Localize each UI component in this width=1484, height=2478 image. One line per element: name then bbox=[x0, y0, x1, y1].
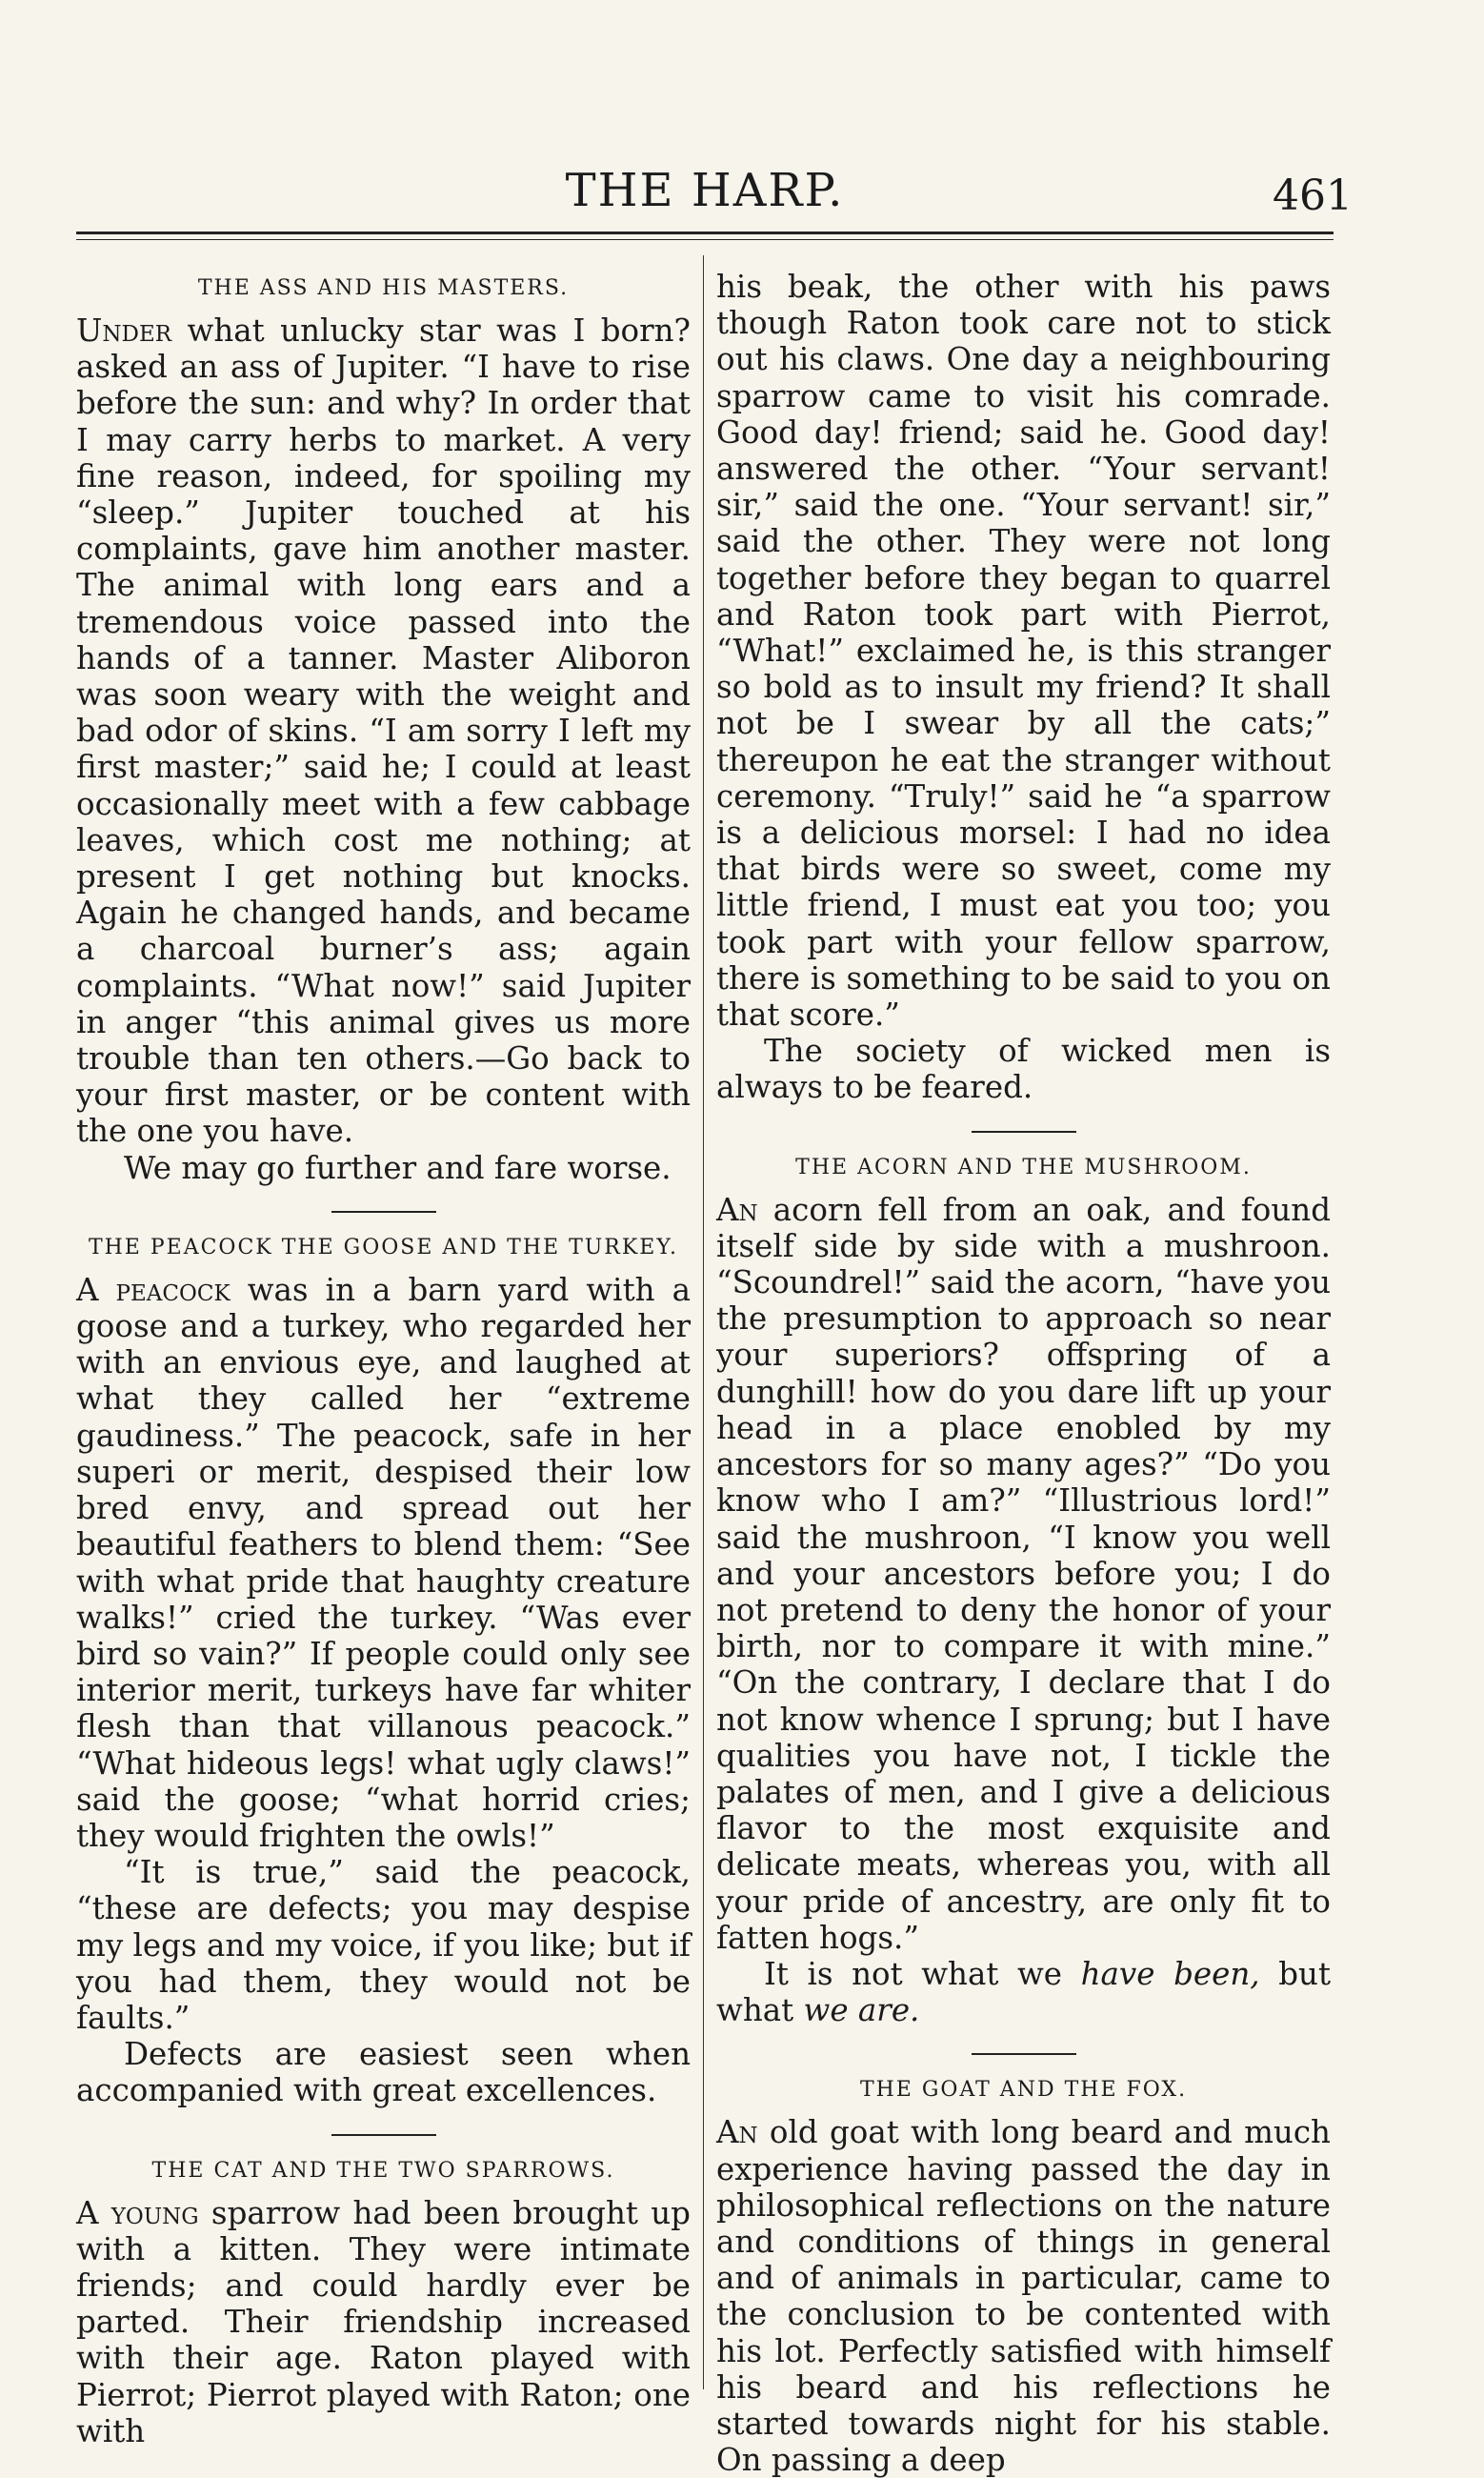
fable-text: was in a barn yard with a goose and a turkey, who regarded her with an envious eye, and laughed at what they called her “extreme gaudiness.” The peacock, safe in her superi or merit, despised their low bred envy, and spread out her beautiful feathers to blend them: “See with what pride that haughty creature walks!” cried the turkey. “Was ever bird so vain?” If people could only see interior merit, turkeys have far whiter flesh than that villanous peacock.” “What hideous legs! what ugly claws!” said the goose; “what horrid cries; they would frighten the owls!” bbox=[76, 1271, 691, 1854]
dropcap-word: A peacock bbox=[76, 1271, 231, 1308]
moral-text: but what bbox=[716, 1955, 1331, 2029]
section-separator bbox=[331, 1211, 436, 1213]
fable-text: sparrow had been brought up with a kitten. They were intimate friends; and could hardly ever be parted. Their friendship increased with their age. Raton played with Pierrot; Pierrot played with Raton; one with bbox=[76, 2194, 691, 2449]
section-separator bbox=[972, 1131, 1076, 1133]
column-divider bbox=[703, 255, 704, 2389]
dropcap-word: Under bbox=[76, 312, 172, 349]
fable-title-ass: THE ASS AND HIS MASTERS. bbox=[197, 276, 570, 300]
moral-emphasis: we are. bbox=[803, 1992, 920, 2029]
fable-body-acorn bbox=[716, 1192, 1331, 1956]
running-head bbox=[76, 164, 1353, 231]
fable-moral-cat: The society of wicked men is always to be feared. bbox=[716, 1033, 1331, 1106]
moral-text: It is not what we bbox=[764, 1955, 1063, 1992]
fable-body-ass bbox=[76, 312, 691, 1150]
fable-body-goat bbox=[716, 2114, 1331, 2478]
page-number: 461 bbox=[1273, 171, 1353, 220]
fable-text: old goat with long beard and much experience having passed the day in philosophical reflections on the nature and conditions of things in general and of animals in particular, came to the conclusion to be contented with his lot. Perfectly satisfied with himself his beard and his reflections he started towards night for his stable. On passing a deep bbox=[716, 2114, 1331, 2478]
dropcap-word: An bbox=[716, 1191, 758, 1228]
section-separator bbox=[972, 2053, 1076, 2055]
right-column bbox=[716, 269, 1331, 2478]
header-rule-thin bbox=[76, 239, 1334, 240]
fable-title-peacock: THE PEACOCK THE GOOSE AND THE TURKEY. bbox=[88, 1235, 679, 1259]
fable-body-cat bbox=[76, 2195, 691, 2449]
dropcap-word: An bbox=[716, 2114, 758, 2151]
page-title: THE HARP. bbox=[565, 164, 845, 217]
section-separator bbox=[331, 2134, 436, 2136]
fable-title-cat: THE CAT AND THE TWO SPARROWS. bbox=[151, 2158, 615, 2183]
header-rule-thick bbox=[76, 232, 1334, 234]
fable-body-cat-continued: his beak, the other with his paws though Raton took care not to stick out his claws. One day a neighbouring sparrow came to visit his comrade. Good day! friend; said he. Good day! answered the other. “Your servant! sir,” said the one. “Your servant! sir,” said the other. They were not long together before they began to quarrel and Raton took part with Pierrot, “What!” exclaimed he, is this stranger so bold as to insult my friend? It shall not be I swear by all the cats;” thereupon he eat the stranger without ceremony. “Truly!” said he “a sparrow is a delicious morsel: I had no idea that birds were so sweet, come my little friend, I must eat you too; you took part with your fellow sparrow, there is something to be said to you on that score.” bbox=[716, 269, 1331, 1034]
fable-moral-acorn bbox=[716, 1956, 1331, 2028]
fable-moral-ass: We may go further and fare worse. bbox=[124, 1149, 672, 1186]
fable-title-goat: THE GOAT AND THE FOX. bbox=[859, 2078, 1188, 2103]
left-column bbox=[76, 269, 691, 2449]
fable-body-peacock-2: “It is true,” said the peacock, “these are defects; you may despise my legs and my voice, if you like; but if you had them, they would not be faults.” bbox=[76, 1854, 691, 2036]
fable-body-peacock bbox=[76, 1272, 691, 1854]
fable-text: what unlucky star was I born? asked an ass of Jupiter. “I have to rise before the sun: and why? In order that I may carry herbs to market. A very fine reason, indeed, for spoiling my “sleep.” Jupiter touched at his complaints, gave him another master. The animal with long ears and a tremendous voice passed into the hands of a tanner. Master Aliboron was soon weary with the weight and bad odor of skins. “I am sorry I left my first master;” said he; I could at least occasionally meet with a few cabbage leaves, which cost me nothing; at present I get nothing but knocks. Again he changed hands, and became a charcoal burner’s ass; again complaints. “What now!” said Jupiter in anger “this animal gives us more trouble than ten others.—Go back to your first master, or be content with the one you have. bbox=[76, 312, 691, 1150]
fable-title-acorn: THE ACORN AND THE MUSHROOM. bbox=[795, 1155, 1252, 1179]
fable-moral-peacock: Defects are easiest seen when accompanied with great excellences. bbox=[76, 2036, 691, 2109]
fable-text: acorn fell from an oak, and found itself side by side with a mushroon. “Scoundrel!” said the acorn, “have you the presumption to approach so near your superiors? offspring of a dunghill! how do you dare lift up your head in a place enobled by my ancestors for so many ages?” “Do you know who I am?” “Illustrious lord!” said the mushroon, “I know you well and your ancestors before you; I do not pretend to deny the honor of your birth, nor to compare it with mine.” “On the contrary, I declare that I do not know whence I sprung; but I have qualities you have not, I tickle the palates of men, and I give a delicious flavor to the most exquisite and delicate meats, whereas you, with all your pride of ancestry, are only fit to fatten hogs.” bbox=[716, 1191, 1331, 1956]
moral-emphasis: have been, bbox=[1080, 1955, 1260, 1992]
dropcap-word: A young bbox=[76, 2194, 199, 2231]
